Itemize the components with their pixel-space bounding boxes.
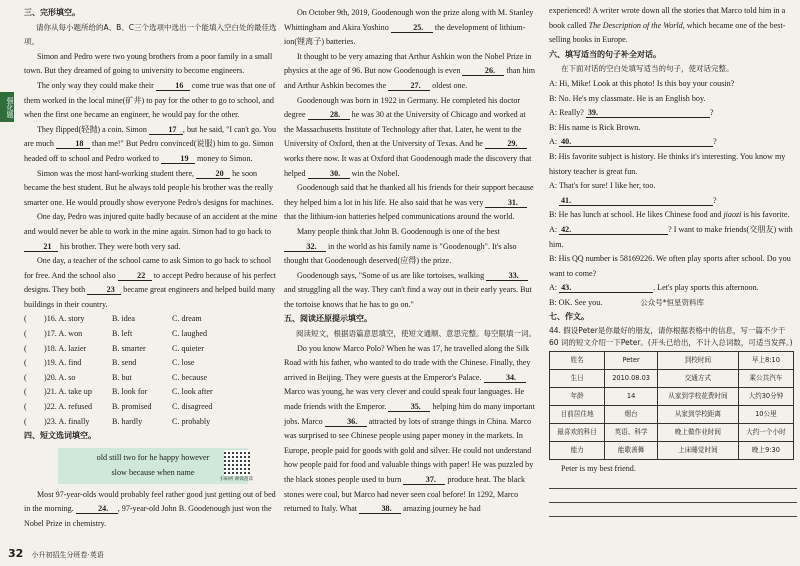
blank-34[interactable]: 34. — [484, 373, 526, 383]
blank-35[interactable]: 35. — [388, 402, 430, 412]
paragraph: Simon and Pedro were two young brothers from a poor family in a small town. But they dreamed of going to university to become engineers. — [24, 51, 273, 76]
paragraph: They flipped(轻抛) a coin. Simon 17 , but he said, "I can't go. You are much 18 than me!" But Pedro convinced(说服) him to go. Simon headed off to school and Pedro worked to 19 money to Simon. — [24, 124, 277, 163]
paragraph: Simon was the most hard-working student there, 20 he soon became the best student. But he always told people his brother was the really smarter one. He would proudly show everyone Pedro's designs for machines. — [24, 168, 274, 207]
option-row: ( )21. A. take up B. look for C. look after — [24, 387, 213, 397]
table-cell: 能力 — [550, 442, 605, 460]
qr-caption: 扫码听 朗读范读 — [220, 476, 253, 482]
table-row — [550, 370, 794, 388]
blank-30[interactable]: 30. — [308, 169, 350, 179]
paragraph: It thought to be very amazing that Arthur Ashkin won the Nobel Prize in physics at the age of 96. But now Goodenough is even 26. than him and Arthur Ashkin becomes the 27. oldest one. — [284, 51, 536, 90]
blank-38[interactable]: 38. — [359, 504, 401, 514]
section-4-title: 四、短文选词填空。 — [24, 431, 96, 441]
section-6-instruction: 在下面对话的空白处填写适当的句子，使对话完整。 — [561, 64, 734, 74]
dialog-line: A: 42. ? I want to make friends(交朋友) with him. — [549, 224, 793, 249]
word-bank-line: slow because when name — [111, 467, 195, 477]
section-7-title: 七、作文。 — [549, 312, 589, 322]
blank-40[interactable]: 40. — [559, 137, 713, 147]
blank-33[interactable]: 33. — [486, 271, 528, 281]
table-cell: 大约一个小时 — [738, 424, 793, 442]
dialog-line: A: 43. . Let's play sports this afternoon. — [549, 283, 759, 293]
blank-19[interactable]: 19 — [161, 154, 195, 164]
page-number: 32 — [8, 547, 24, 560]
table-cell: 到校时间 — [658, 352, 739, 370]
paragraph: On October 9th, 2019, Goodenough won the prize along with M. Stanley Whittingham and Akira Yoshino 25. the development of lithium-ion(锂离子) batteries. — [284, 8, 534, 47]
blank-27[interactable]: 27. — [388, 81, 430, 91]
table-cell: 晚上9:30 — [738, 442, 793, 460]
table-row — [550, 406, 794, 424]
option-row: ( )17. A. won B. left C. laughed — [24, 329, 208, 339]
column-middle — [284, 6, 537, 517]
table-cell: 14 — [605, 388, 658, 406]
writing-line[interactable] — [549, 489, 797, 503]
section-3-title: 三、完形填空。 — [24, 8, 80, 17]
table-cell: 乘公共汽车 — [738, 370, 793, 388]
blank-39[interactable]: 39. — [586, 108, 710, 118]
blank-23[interactable]: 23 — [87, 285, 121, 295]
paragraph: One day, a teacher of the school came to ask Simon to go back to school for free. And the school also 22 to accept Pedro because of his perfect designs. They both 23 became great engineers and helped build many buildings in their country. — [24, 256, 277, 309]
blank-17[interactable]: 17 — [149, 125, 183, 135]
dialog-line: A: Really? 39. ? — [549, 108, 714, 118]
table-row — [550, 388, 794, 406]
paragraph: Most 97-year-olds would probably feel rather good just getting out of bed in the morning. 24. , 97-year-old John B. Goodenough just won the Nobel Prize in chemistry. — [24, 489, 276, 528]
dialog-line: B: He has lunch at school. He likes Chinese food and jiaozi is his favorite. — [549, 210, 790, 220]
option-row: ( )23. A. finally B. hardly C. probably — [24, 416, 211, 426]
page-footer — [8, 547, 104, 560]
dialog-line: B: OK. See you. 公众号*恒星资料库 — [549, 297, 705, 307]
blank-25[interactable]: 25. — [391, 23, 433, 33]
blank-22[interactable]: 22 — [118, 271, 152, 281]
blank-20[interactable]: 20 — [196, 169, 230, 179]
paragraph: Do you know Marco Polo? When he was 17, he travelled along the Silk Road with his father, who wanted to do trade with the Chinese. Finally, they arrived in Beijing. They were guests at the Emperor's Palace. 34. Marco was young, he was very clever and could speak four languages. He made friends with the Emperor. 35. helping him do many important jobs. Marco 36. attracted by lots of strange things in China. Marco was surprised to see Chinese people using paper money in the markets. In Europe, people paid for goods with gold and silver. He could not understand how people paid for food and valuable things with paper! He was puzzled by the black stones people used to burn 37. produce heat. The black stones were coal, but Marco had never seen coal before! In 1292, Marco returned to Italy. What 38. amazing journey he had — [284, 343, 535, 514]
side-tab: 强化题 — [0, 92, 14, 122]
table-cell: 烟台 — [605, 406, 658, 424]
blank-42[interactable]: 42. — [559, 225, 668, 235]
writing-area[interactable] — [549, 477, 797, 517]
word-bank — [58, 448, 253, 484]
section-6-title: 六、填写适当的句子补全对话。 — [549, 49, 661, 59]
qr-code-overlay — [224, 450, 250, 476]
composition-prompt: 44. 假设Peter是你最好的朋友，请你根据表格中的信息，写一篇不少于 60 词的短文介绍一下Peter。(开头已给出，不计入总词数，可适当发挥。) — [549, 326, 793, 347]
dialog-line: A: That's for sure! I like her, too. — [549, 181, 656, 191]
section-5-title: 五、阅读还原提示填空。 — [284, 314, 372, 324]
table-cell: 交通方式 — [658, 370, 739, 388]
dialog-line: A: 40. ? — [549, 137, 717, 147]
table-cell: 年龄 — [550, 388, 605, 406]
blank-18[interactable]: 18 — [56, 139, 90, 149]
table-cell: 2010.08.03 — [605, 370, 658, 388]
paragraph: Goodenough was born in 1922 in Germany. He completed his doctor degree 28. he was 30 at the University of Chicago and worked at the Massachusetts Institute of Technology after that. Later, he went to the University of Oxford, then at the University of Texas. And he 29. works there now. It was at Oxford that Goodenough made the discovery that helped 30. win the Nobel. — [284, 95, 532, 178]
blank-31[interactable]: 31. — [485, 198, 527, 208]
blank-16[interactable]: 16 — [156, 81, 190, 91]
blank-24[interactable]: 24. — [76, 504, 118, 514]
section-3-instruction: 请你从每小题所给的A、B、C三个选项中选出一个能填入空白处的最佳选项。 — [24, 22, 277, 47]
table-cell: 生日 — [550, 370, 605, 388]
paragraph: The only way they could make their 16 come true was that one of them worked in the local mine(矿井) to pay for the other to go to school, and when the first one became an engineer, he would pay for the other. — [24, 80, 276, 120]
info-table — [549, 351, 794, 460]
blank-29[interactable]: 29. — [485, 139, 527, 149]
table-cell: 上床睡觉时间 — [658, 442, 739, 460]
table-cell: 早上8:10 — [738, 352, 793, 370]
table-cell: 从家到学校距离 — [658, 406, 739, 424]
paragraph: Goodenough says, "Some of us are like tortoises, walking 33. and struggling all the way. They can't find a way out in their early years. But the tortoise knows that he has to go on." — [284, 270, 532, 309]
blank-21[interactable]: 21 — [24, 242, 58, 252]
column-right — [549, 4, 797, 517]
paragraph: Many people think that John B. Goodenough is one of the best 32. in the world as his family name is "Goodenough". It's also thought that Goodenough deserved(应得) the prize. — [284, 226, 517, 266]
table-cell: 目前居住地 — [550, 406, 605, 424]
blank-37[interactable]: 37. — [403, 475, 445, 485]
dialog-line: B: His favorite subject is history. He thinks it's interesting. You know my history teacher is great fun. — [549, 151, 786, 176]
table-cell: 英语、科学 — [605, 424, 658, 442]
table-cell: 大约30分钟 — [738, 388, 793, 406]
dialog-line: 41. ? — [561, 195, 717, 205]
blank-32[interactable]: 32. — [284, 242, 326, 252]
blank-41[interactable]: 41. — [559, 196, 713, 206]
section-5-instruction: 阅读短文，根据语篇意思填空，使短文通顺、意思完整。每空限填一词。 — [296, 329, 536, 339]
column-left — [24, 6, 280, 532]
writing-line[interactable] — [549, 477, 797, 489]
options-list — [24, 312, 280, 429]
book-name: 小升初招生分班卷·英语 — [31, 551, 104, 559]
writing-line[interactable] — [549, 503, 797, 517]
blank-28[interactable]: 28. — [308, 110, 350, 120]
table-row — [550, 442, 794, 460]
word-bank-line: old still two for he happy however — [96, 452, 210, 462]
book-title: The Description of the World — [588, 20, 683, 30]
blank-43[interactable]: 43. — [559, 283, 653, 293]
watermark: 公众号*恒星资料库 — [640, 297, 705, 307]
table-cell: 10公里 — [738, 406, 793, 424]
dialog-line: A: Hi, Mike! Look at this photo! Is this boy your cousin? — [549, 78, 735, 88]
table-cell: 姓名 — [550, 352, 605, 370]
table-cell: 最喜欢的科目 — [550, 424, 605, 442]
table-row — [550, 352, 794, 370]
composition-start: Peter is my best friend. — [561, 464, 636, 474]
table-cell: 晚上做作业时间 — [658, 424, 739, 442]
dialog-line: B: His QQ number is 58169226. We often play sports after school. Do you want to come? — [549, 254, 791, 278]
option-row: ( )18. A. lazier B. smarter C. quieter — [24, 343, 204, 353]
dialog — [549, 77, 797, 311]
paragraph: Goodenough said that he thanked all his friends for their support because they helped him a lot in his life. He also said that he was very 31. that the lithium-ion batteries helped communications around the world. — [284, 183, 534, 222]
dialog-line: B: No. He's my classmate. He is an English boy. — [549, 93, 706, 103]
dialog-line: B: His name is Rick Brown. — [549, 122, 641, 132]
option-row: ( )22. A. refused B. promised C. disagreed — [24, 402, 213, 412]
option-row: ( )20. A. so B. but C. because — [24, 372, 208, 382]
paragraph: experienced! A writer wrote down all the stories that Marco told him in a book called The Description of the World, which became one of the best-selling books in Europe. — [549, 6, 786, 45]
table-cell: Peter — [605, 352, 658, 370]
paragraph: One day, Pedro was injured quite badly because of an accident at the mine and would never be able to work in the mine again. Simon had to go back to 21 his brother. They were both very sad. — [24, 212, 278, 251]
table-cell: 能歌善舞 — [605, 442, 658, 460]
blank-26[interactable]: 26. — [462, 66, 504, 76]
blank-36[interactable]: 36. — [325, 417, 367, 427]
option-row: ( )19. A. find B. send C. lose — [24, 358, 195, 368]
table-row — [550, 424, 794, 442]
option-row: ( )16. A. story B. idea C. dream — [24, 314, 202, 324]
table-cell: 从家到学校花费时间 — [658, 388, 739, 406]
